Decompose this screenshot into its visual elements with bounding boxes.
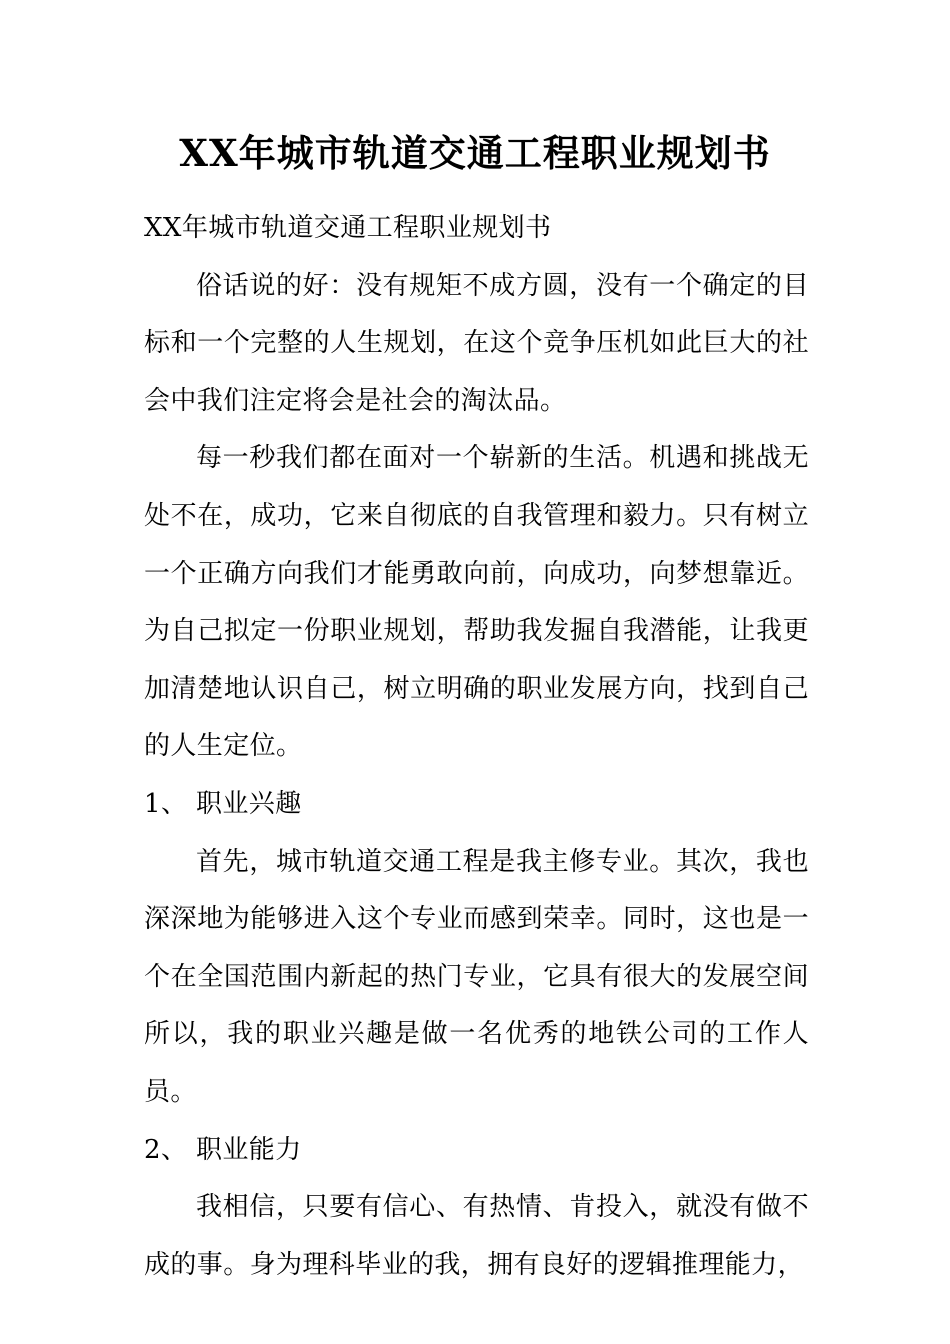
section-title: 职业兴趣	[196, 788, 302, 819]
paragraph-motivation: 每一秒我们都在面对一个崭新的生活。机遇和挑战无处不在，成功，它来自彻底的自我管理和毅力。只有树立一个正确方向我们才能勇敢向前，向成功，向梦想靠近。为自己拟定一份职业规划，帮助我发掘自我潜能，让我更加清楚地认识自己，树立明确的职业发展方向，找到自己的人生定位。	[144, 443, 809, 762]
section-heading-interest	[144, 776, 809, 834]
section-number: 1、	[144, 788, 188, 819]
document-title: XX年城市轨道交通工程职业规划书	[179, 131, 771, 175]
document-subtitle: XX年城市轨道交通工程职业规划书	[144, 213, 552, 243]
paragraph-intro: 俗话说的好：没有规矩不成方圆，没有一个确定的目标和一个完整的人生规划，在这个竞争压机如此巨大的社会中我们注定将会是社会的淘汰品。	[144, 270, 809, 416]
section-number: 2、	[144, 1134, 188, 1165]
section-heading-ability	[144, 1122, 809, 1180]
section-title: 职业能力	[196, 1134, 302, 1165]
document-body	[144, 200, 809, 1294]
paragraph-ability: 我相信，只要有信心、有热情、肯投入，就没有做不成的事。身为理科毕业的我，拥有良好的逻辑推理能力，	[144, 1192, 809, 1280]
paragraph-interest: 首先，城市轨道交通工程是我主修专业。其次，我也深深地为能够进入这个专业而感到荣幸。同时，这也是一个在全国范围内新起的热门专业，它具有很大的发展空间所以，我的职业兴趣是做一名优秀的地铁公司的工作人员。	[144, 846, 809, 1107]
